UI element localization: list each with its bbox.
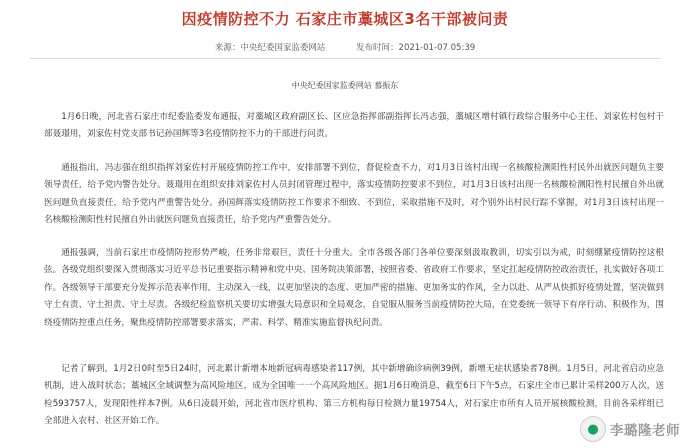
- article-byline: 中央纪委国家监委网站 慕振东: [291, 81, 399, 90]
- article-paragraph-3: 通报强调，当前石家庄市疫情防控形势严峻，任务非常艰巨，责任十分重大。全市各级各部门各单位要深刻汲取教训，切实引以为戒，时刻绷紧疫情防控这根弦。各级党组织要深入贯彻落实习近平总书记重要指示精神和党中央、国务院决策部署，按照省委、省政府工作要求，坚定扛起疫情防控政治责任，扎实做好各项工作。各级领导干部要充分发挥示范表率作用，主动深入一线，以更加坚决的态度、更加严密的措施、更加务实的作风，全力以赴、从严从快抓好疫情处置，坚决做到守土有责、守土担责、守土尽责。各级纪检监察机关要切实增强大局意识和全局观念，自觉服从服务当前疫情防控大局，在党委统一领导下有序行动、积极作为，围绕疫情防控重点任务，聚焦疫情防控部署要求落实，严肃、科学、精准实施监督执纪问责。: [44, 248, 664, 328]
- article-meta: [0, 41, 690, 53]
- article-paragraph-1: 1月6日晚，河北省石家庄市纪委监委发布通报，对藁城区政府副区长、区应急指挥部副指挥长冯志强，藁城区增村镇行政综合服务中心主任、刘家佐村包村干部聂璟用，刘家佐村党支部书记孙国辉等3名疫情防控不力的干部进行问责。: [44, 112, 664, 140]
- article-title: 因疫情防控不力 石家庄市藁城区3名干部被问责: [181, 10, 509, 28]
- article-publish-time: 发布时间：2021-01-07 05:39: [356, 43, 476, 53]
- watermark: [576, 414, 684, 444]
- article-paragraph-2: 通报指出，冯志强在组织指挥刘家佐村开展疫情防控工作中，安排部署不到位，督促检查不力，对1月3日该村出现一名核酸检测阳性村民外出就医问题负主要领导责任，给予党内警告处分。聂璟用在组织安排刘家佐村人员封闭管理过程中，落实疫情防控要求不到位，对1月3日该村出现一名核酸检测阳性村民擅自外出就医问题负直接责任，给予党内严重警告处分。孙国辉落实疫情防控工作要求不细致、不到位，采取措施不及时，对个别外出村民行踪不掌握，对1月3日该村出现一名核酸检测阳性村民擅自外出就医问题负直接责任，给予党内严重警告处分。: [44, 163, 664, 226]
- article-source: 来源：中央纪委国家监委网站: [214, 43, 326, 53]
- watermark-text: 李璐隆老师: [610, 423, 680, 439]
- article-paragraph-4: 记者了解到，1月2日0时至5日24时，河北累计新增本地新冠病毒感染者117例，其中新增确诊病例39例，新增无症状感染者78例。1月5日，河北省启动应急机制，进入战时状态；藁城区全域调整为高风险地区，成为全国唯一一个高风险地区。据1月6日晚消息，截至6日下午5点，石家庄全市已累计采样200万人次，送检593757人，发现阳性样本7例。从6日凌晨开始，河北省市医疗机构、第三方机构每日检测力量19754人，对石家庄市所有人员开展核酸检测，目前各采样组已全部进入农村、社区开始工作。: [44, 364, 664, 427]
- header-divider: [30, 58, 660, 59]
- wechat-icon: ●: [580, 416, 606, 442]
